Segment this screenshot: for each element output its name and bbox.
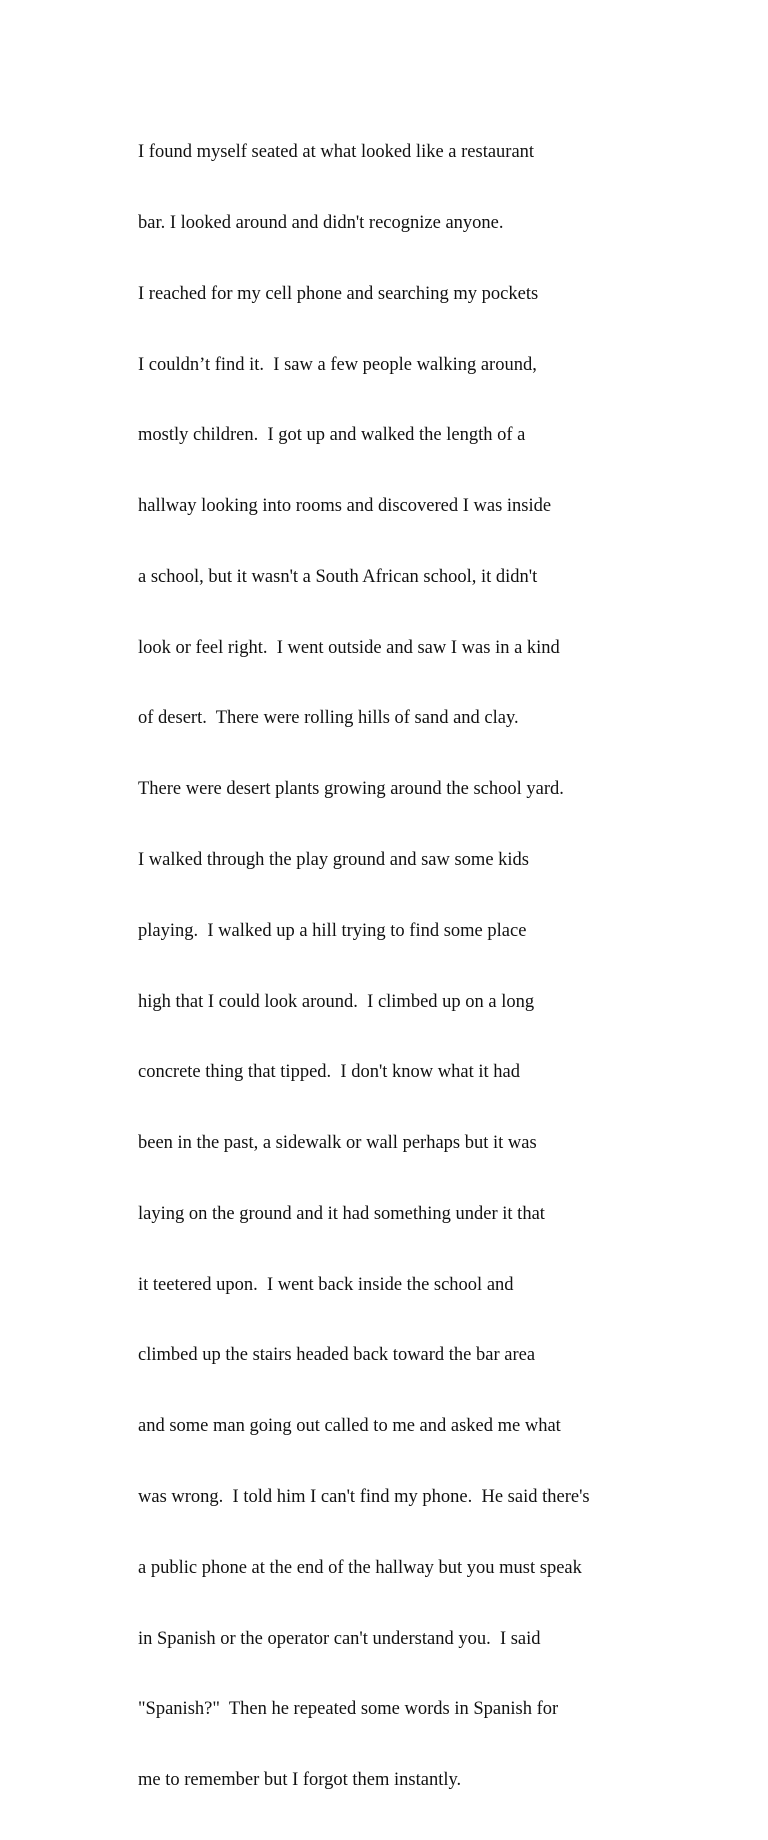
text-line: and some man going out called to me and asked me what [138, 1416, 561, 1437]
text-line: was wrong. I told him I can't find my phone. He said there's [138, 1487, 590, 1508]
text-line: high that I could look around. I climbed up on a long [138, 991, 535, 1012]
text-line: mostly children. I got up and walked the length of a [138, 425, 526, 446]
text-line: bar. I looked around and didn't recognize anyone. [138, 212, 504, 233]
text-line: I found myself seated at what looked like a restaurant [138, 142, 535, 163]
text-line: in Spanish or the operator can't understand you. I said [138, 1628, 541, 1649]
text-line: concrete thing that tipped. I don't know what it had [138, 1062, 520, 1083]
text-line: playing. I walked up a hill trying to find some place [138, 920, 527, 941]
text-line: "Spanish?" Then he repeated some words in Spanish for [138, 1699, 559, 1720]
text-line: laying on the ground and it had something under it that [138, 1203, 545, 1224]
text-line: it teetered upon. I went back inside the school and [138, 1274, 514, 1295]
text-line: There were desert plants growing around the school yard. [138, 779, 564, 800]
body-text [138, 94, 678, 1840]
text-line: I walked through the play ground and saw some kids [138, 850, 529, 870]
text-line: me to remember but I forgot them instantly. [138, 1770, 462, 1791]
text-line: climbed up the stairs headed back toward the bar area [138, 1345, 536, 1366]
text-line: of desert. There were rolling hills of sand and clay. [138, 708, 519, 729]
text-line: been in the past, a sidewalk or wall perhaps but it was [138, 1133, 537, 1154]
text-line: a school, but it wasn't a South African school, it didn't [138, 566, 538, 587]
text-line: look or feel right. I went outside and saw I was in a kind [138, 637, 560, 658]
text-line: I reached for my cell phone and searching my pockets [138, 283, 539, 304]
text-line: I couldn’t find it. I saw a few people walking around, [138, 354, 537, 375]
text-line: hallway looking into rooms and discovered I was inside [138, 496, 552, 517]
text-line: a public phone at the end of the hallway but you must speak [138, 1557, 582, 1578]
